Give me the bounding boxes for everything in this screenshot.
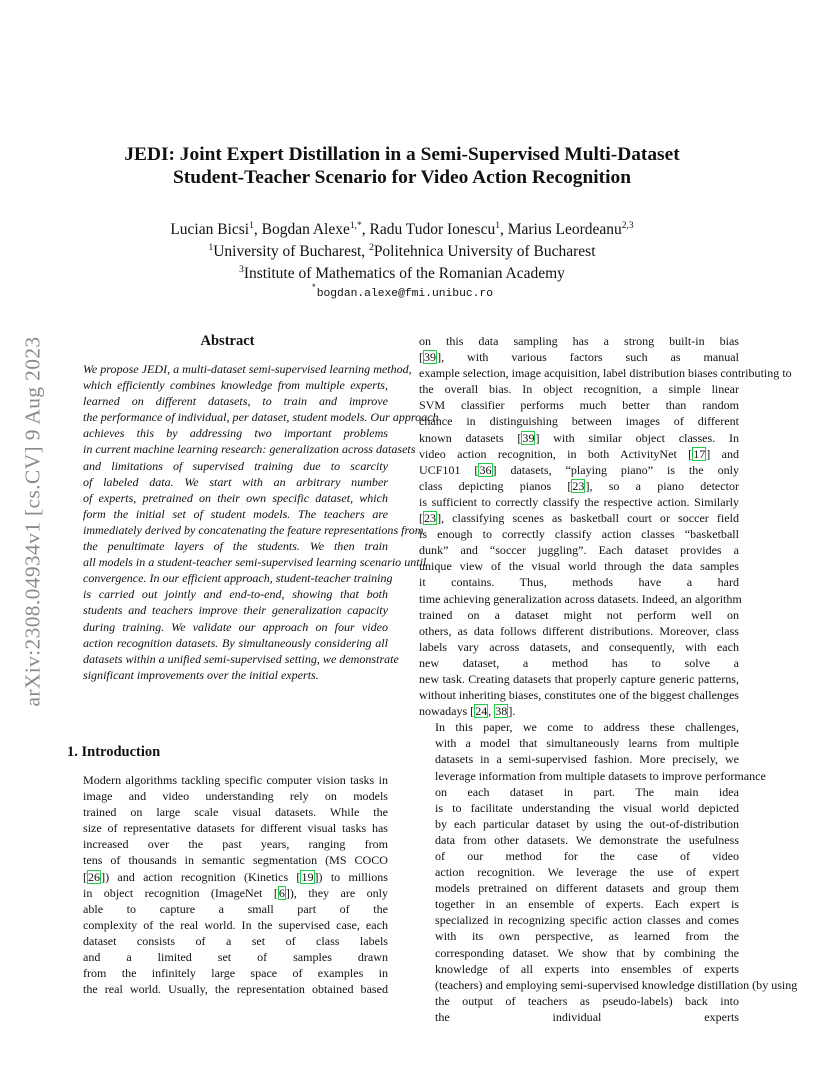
text-line: dataset consists of a set of class labels — [83, 933, 388, 948]
text-line: achieves this by addressing two important problems — [83, 426, 388, 441]
affiliations-line-1 — [90, 241, 714, 263]
text-line: others, as data follows different distributions. Moreover, class — [419, 623, 739, 638]
text-line: [26]) and action recognition (Kinetics [19]) to millions — [83, 869, 388, 884]
abstract-heading: Abstract — [200, 333, 255, 349]
text-line: from the infinitely large space of examples in — [83, 966, 388, 981]
text-line: image and video understanding rely on models — [83, 789, 388, 804]
contact-email-line — [90, 282, 714, 303]
citation-link[interactable]: 26 — [88, 869, 101, 884]
citation-link[interactable]: 38 — [495, 704, 508, 719]
corresponding-author-mark: * — [311, 282, 317, 293]
paper-title — [90, 143, 714, 189]
text-line: in object recognition (ImageNet [6]), they are only — [83, 885, 389, 900]
text-line: able to capture a small part of the — [83, 901, 388, 916]
text-line: students and teachers improve their generalization capacity — [83, 603, 388, 618]
title-line-1: JEDI: Joint Expert Distillation in a Semi-Supervised Multi-Dataset — [124, 144, 680, 165]
text-line: is to facilitate understanding the visual world depicted — [435, 800, 739, 815]
contact-email: bogdan.alexe@fmi.unibuc.ro — [316, 288, 493, 300]
introduction-right-column — [419, 333, 798, 1025]
author-name: Bogdan Alexe — [261, 221, 350, 238]
text-line: UCF101 [36] datasets, “playing piano” is the only — [419, 462, 739, 477]
text-line: We propose JEDI, a multi-dataset semi-supervised learning method, — [83, 362, 412, 376]
text-line: [23], classifying scenes as basketball court or soccer field — [419, 511, 739, 526]
text-line: the output of teachers as pseudo-labels) back into — [435, 993, 739, 1008]
text-line: size of representative datasets for different visual tasks has — [83, 821, 388, 836]
introduction-heading: 1. Introduction — [67, 744, 161, 760]
text-line: SVM classifier performs much better than random — [419, 398, 739, 413]
text-line: in current machine learning research: generalization across datasets — [83, 442, 416, 457]
text-line: action recognition. We leverage the use of expert — [435, 865, 739, 880]
text-line: chance in distinguishing between images of different — [419, 414, 739, 429]
text-line: the real world. Usually, the representation obtained based — [83, 982, 388, 997]
text-line: knowledge of all experts into ensembles of experts — [435, 961, 739, 976]
text-line: the individual experts — [435, 1009, 739, 1024]
text-line: during training. We validate our approach on four video — [83, 619, 388, 634]
citation-link[interactable]: 23 — [424, 511, 437, 526]
text-line: known datasets [39] with similar object classes. In — [419, 430, 739, 445]
text-line: labels vary across datasets, and consequently, with each — [419, 639, 739, 654]
affiliation-mark: 2 — [369, 243, 374, 253]
text-line: complexity of the real world. In the supervised case, each — [83, 917, 388, 932]
author-list: Lucian Bicsi$^1$, Bogdan Alexe$^{1,*}$, Radu Tudor Ionescu$^1$, Marius Leordeanu$^{2,3}$ — [170, 221, 634, 238]
citation-link[interactable]: 39 — [424, 350, 437, 365]
citation-link[interactable]: 6 — [278, 885, 285, 900]
text-line: the penultimate layers of the students. We then train — [83, 539, 388, 554]
citation-link[interactable]: 36 — [479, 462, 492, 477]
text-line: and a limited set of samples drawn — [83, 950, 388, 965]
text-line: and limitations of supervised training due to scarcity — [83, 458, 388, 473]
author-affiliation-mark: 1,* — [349, 221, 362, 231]
text-line: the overall bias. In object recognition, a simple linear — [419, 382, 739, 397]
text-line: Modern algorithms tackling specific computer vision tasks in — [83, 773, 388, 787]
text-line: models pretrained on different datasets and group them — [435, 881, 739, 896]
citation-link[interactable]: 17 — [693, 446, 706, 461]
introduction-paragraph-2 — [419, 719, 798, 1025]
text-line: with its own perspective, as learned from the — [435, 929, 739, 944]
affiliation-mark: 1 — [208, 243, 214, 253]
text-line: significant improvements over the initial experts. — [83, 667, 319, 682]
author-name: Radu Tudor Ionescu — [369, 221, 496, 238]
citation-link[interactable]: 24 — [475, 704, 488, 719]
text-line: leverage information from multiple datasets to improve performance — [435, 768, 766, 783]
author-name: Lucian Bicsi — [170, 221, 250, 238]
text-line: unique view of the visual world through the data samples — [419, 559, 739, 574]
author-block — [90, 219, 714, 303]
affiliation-3: Institute of Mathematics of the Romanian Academy — [243, 265, 565, 282]
text-line: new task. Creating datasets that properly capture generic patterns, — [419, 671, 739, 686]
text-line: [39], with various factors such as manual — [419, 350, 739, 365]
text-line: trained on a dataset might not perform well on — [419, 607, 739, 622]
affiliation-1: University of Bucharest, — [213, 243, 370, 260]
text-line: video action recognition, in both ActivityNet [17] and — [419, 446, 740, 461]
text-line: on each dataset in part. The main idea — [435, 784, 739, 799]
text-line: new dataset, a method has to solve a — [419, 655, 739, 670]
text-line: is sufficient to correctly classify the respective action. Similarly — [419, 494, 739, 509]
author-affiliation-mark: 1 — [495, 221, 500, 231]
text-line: the performance of individual, per dataset, student models. Our approach — [83, 410, 439, 425]
arxiv-identifier-text: arXiv:2308.04934v1 [cs.CV] 9 Aug 2023 — [20, 335, 45, 707]
author-affiliation-mark: 2,3 — [621, 221, 634, 231]
text-line: corresponding dataset. We show that by combining the — [435, 945, 739, 960]
affiliations-line-2 — [90, 263, 714, 285]
author-name: Marius Leordeanu — [507, 221, 622, 238]
introduction-left-column — [67, 772, 388, 997]
text-line: In this paper, we come to address these challenges, — [435, 720, 739, 735]
affiliation-2: Politehnica University of Bucharest — [373, 243, 596, 260]
text-line: form the initial set of student models. The teachers are — [83, 506, 388, 521]
text-line: it contains. Thus, methods have a hard — [419, 575, 739, 590]
text-line: increased over the past years, ranging from — [83, 837, 388, 852]
title-line-2: Student-Teacher Scenario for Video Action Recognition — [172, 167, 631, 188]
text-line: example selection, image acquisition, label distribution biases contributing to — [419, 366, 792, 381]
text-line: class depicting pianos [23], so a piano detector — [419, 478, 740, 493]
arxiv-identifier-stamp — [19, 286, 47, 756]
text-line: of our method for the case of video — [435, 849, 739, 863]
affiliation-mark: 3 — [239, 265, 244, 275]
text-line: all models in a student-teacher semi-supervised learning scenario until — [83, 555, 427, 570]
text-line: learned on different datasets, to train and improve — [83, 394, 388, 409]
introduction-paragraph-1 — [67, 772, 388, 997]
text-line: immediately derived by concatenating the feature representations from — [83, 522, 424, 537]
text-line: without inheriting biases, constitutes one of the biggest challenges — [419, 688, 739, 703]
citation-link[interactable]: 23 — [572, 478, 585, 493]
text-line: data from other datasets. We demonstrate the usefulness — [435, 832, 739, 847]
text-line: with a model that simultaneously learns from multiple — [435, 736, 739, 751]
text-line: nowadays [24, 38]. — [419, 704, 516, 719]
text-line: on this data sampling has a strong built-in bias — [419, 334, 739, 348]
text-line: specialized in recognizing specific action classes and comes — [435, 913, 739, 928]
text-line: dunk” and “soccer juggling”. Each dataset provides a — [419, 543, 739, 558]
text-line: datasets in a semi-supervised fashion. More precisely, we — [435, 752, 739, 767]
text-line: of labeled data. We start with an arbitrary number — [83, 474, 388, 489]
text-line: is carried out jointly and end-to-end, showing that both — [83, 587, 388, 602]
text-line: datasets within a unified semi-supervised setting, we demonstrate — [83, 651, 399, 666]
introduction-paragraph-1-continued — [419, 333, 792, 719]
text-line: trained on large scale visual datasets. While the — [83, 805, 388, 820]
text-line: is enough to correctly classify action classes “basketball — [419, 527, 739, 542]
text-line: time achieving generalization across datasets. Indeed, an algorithm — [419, 591, 742, 606]
citation-link[interactable]: 19 — [301, 869, 314, 884]
text-line: tens of thousands in semantic segmentation (MS COCO — [83, 853, 388, 868]
text-line: (teachers) and employing semi-supervised knowledge distillation (by using — [435, 977, 798, 992]
text-line: which efficiently combines knowledge from multiple experts, — [83, 378, 388, 393]
author-affiliation-mark: 1 — [249, 221, 254, 231]
text-line: by each particular dataset by using the out-of-distribution — [435, 816, 739, 831]
text-line: of experts, pretrained on their own specific dataset, which — [83, 490, 388, 505]
text-line: convergence. In our efficient approach, student-teacher training — [83, 571, 393, 586]
text-line: action recognition datasets. By simultaneously considering all — [83, 635, 388, 650]
citation-link[interactable]: 39 — [522, 430, 535, 445]
text-line: together in an ensemble of experts. Each expert is — [435, 897, 739, 912]
